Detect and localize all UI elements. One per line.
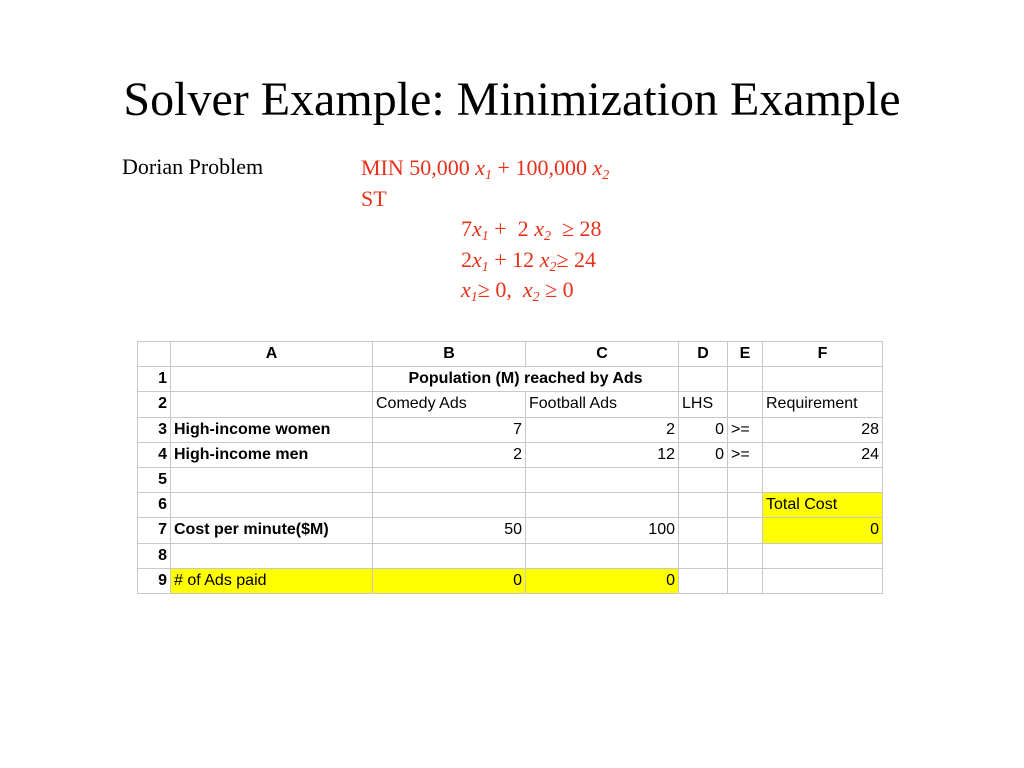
subscript: 1 xyxy=(470,290,478,305)
cell-b8[interactable] xyxy=(373,543,526,568)
slide-title: Solver Example: Minimization Example xyxy=(123,73,901,126)
row-header[interactable]: 9 xyxy=(138,568,171,593)
constraint-1 xyxy=(361,214,609,245)
constraint-mid: ≥ 0, xyxy=(477,277,523,302)
cell-d9[interactable] xyxy=(679,568,728,593)
cell-d5[interactable] xyxy=(679,467,728,492)
cell-b2[interactable]: Comedy Ads xyxy=(373,392,526,417)
table-row xyxy=(138,467,883,492)
st-line: ST xyxy=(361,185,387,211)
subscript: 1 xyxy=(481,259,489,275)
cell-d3[interactable]: 0 xyxy=(679,417,728,442)
cell-b6[interactable] xyxy=(373,493,526,518)
cell-c7[interactable]: 100 xyxy=(526,518,679,543)
cell-e7[interactable] xyxy=(728,518,763,543)
row-header[interactable]: 6 xyxy=(138,493,171,518)
cell-d2[interactable]: LHS xyxy=(679,392,728,417)
row-header[interactable]: 3 xyxy=(138,417,171,442)
constraint-mid: + 12 xyxy=(488,246,540,272)
var-x: x xyxy=(539,246,550,272)
col-header-d[interactable]: D xyxy=(679,342,728,367)
cell-f3[interactable]: 28 xyxy=(763,417,883,442)
subscript: 2 xyxy=(543,229,551,244)
cell-e2[interactable] xyxy=(728,392,763,417)
subscript: 2 xyxy=(549,259,557,275)
table-row xyxy=(138,417,883,442)
var-x: x xyxy=(461,277,471,302)
lp-formulation xyxy=(361,153,609,306)
col-header-b[interactable]: B xyxy=(373,342,526,367)
constraint-nonneg xyxy=(361,275,609,306)
cell-b1-merged[interactable]: Population (M) reached by Ads xyxy=(373,367,679,392)
col-header-a[interactable]: A xyxy=(171,342,373,367)
cell-d4[interactable]: 0 xyxy=(679,442,728,467)
constraint-rhs: ≥ 28 xyxy=(550,216,602,241)
row-header[interactable]: 2 xyxy=(138,392,171,417)
corner-cell[interactable] xyxy=(138,342,171,367)
constraint-rhs: ≥ 24 xyxy=(556,246,597,272)
row-header[interactable]: 7 xyxy=(138,518,171,543)
objective-line xyxy=(361,153,609,184)
var-x: x xyxy=(472,246,482,272)
row-header[interactable]: 1 xyxy=(138,367,171,392)
cell-a2[interactable] xyxy=(171,392,373,417)
cell-d7[interactable] xyxy=(679,518,728,543)
table-row xyxy=(138,493,883,518)
coef: 7 xyxy=(461,216,472,241)
cell-e9[interactable] xyxy=(728,568,763,593)
cell-b5[interactable] xyxy=(373,467,526,492)
cell-a8[interactable] xyxy=(171,543,373,568)
cell-e6[interactable] xyxy=(728,493,763,518)
cell-e8[interactable] xyxy=(728,543,763,568)
cell-f5[interactable] xyxy=(763,467,883,492)
cell-f9[interactable] xyxy=(763,568,883,593)
constraint-rhs: ≥ 0 xyxy=(539,277,574,302)
var-x: x xyxy=(522,277,533,302)
cell-a3[interactable]: High-income women xyxy=(171,417,373,442)
cell-c5[interactable] xyxy=(526,467,679,492)
cell-a9[interactable]: # of Ads paid xyxy=(171,568,373,593)
column-header-row xyxy=(138,342,883,367)
coef: 2 xyxy=(461,246,472,272)
cell-c2[interactable]: Football Ads xyxy=(526,392,679,417)
objective-prefix: MIN 50,000 xyxy=(361,155,476,180)
var-x: x xyxy=(534,216,544,241)
table-row xyxy=(138,568,883,593)
cell-a4[interactable]: High-income men xyxy=(171,442,373,467)
cell-f8[interactable] xyxy=(763,543,883,568)
table-row xyxy=(138,518,883,543)
col-header-c[interactable]: C xyxy=(526,342,679,367)
subscript: 1 xyxy=(485,168,493,183)
cell-c3[interactable]: 2 xyxy=(526,417,679,442)
cell-d8[interactable] xyxy=(679,543,728,568)
row-header[interactable]: 8 xyxy=(138,543,171,568)
col-header-e[interactable]: E xyxy=(728,342,763,367)
cell-d6[interactable] xyxy=(679,493,728,518)
cell-c8[interactable] xyxy=(526,543,679,568)
cell-a5[interactable] xyxy=(171,467,373,492)
cell-e4[interactable]: >= xyxy=(728,442,763,467)
table-row xyxy=(138,543,883,568)
subscript: 1 xyxy=(481,229,489,244)
cell-e1[interactable] xyxy=(728,367,763,392)
cell-b9[interactable]: 0 xyxy=(373,568,526,593)
cell-f7[interactable]: 0 xyxy=(763,518,883,543)
cell-f6[interactable]: Total Cost xyxy=(763,493,883,518)
constraint-2 xyxy=(361,245,609,276)
cell-b4[interactable]: 2 xyxy=(373,442,526,467)
table-row xyxy=(138,392,883,417)
cell-f2[interactable]: Requirement xyxy=(763,392,883,417)
table-row xyxy=(138,367,883,392)
objective-mid: + 100,000 xyxy=(492,155,593,180)
constraint-mid: + 2 xyxy=(488,216,535,241)
subscript: 2 xyxy=(602,168,610,183)
cell-f4[interactable]: 24 xyxy=(763,442,883,467)
table-row xyxy=(138,442,883,467)
cell-e3[interactable]: >= xyxy=(728,417,763,442)
cell-d1[interactable] xyxy=(679,367,728,392)
var-x: x xyxy=(472,216,482,241)
cell-b3[interactable]: 7 xyxy=(373,417,526,442)
cell-c4[interactable]: 12 xyxy=(526,442,679,467)
cell-b7[interactable]: 50 xyxy=(373,518,526,543)
col-header-f[interactable]: F xyxy=(763,342,883,367)
spreadsheet xyxy=(137,341,883,594)
cell-a6[interactable] xyxy=(171,493,373,518)
cell-a1[interactable] xyxy=(171,367,373,392)
var-x: x xyxy=(592,155,603,180)
row-header[interactable]: 4 xyxy=(138,442,171,467)
cell-c9[interactable]: 0 xyxy=(526,568,679,593)
cell-c6[interactable] xyxy=(526,493,679,518)
subscript: 2 xyxy=(532,290,540,305)
row-header[interactable]: 5 xyxy=(138,467,171,492)
cell-a7[interactable]: Cost per minute($M) xyxy=(171,518,373,543)
problem-label: Dorian Problem xyxy=(122,154,264,179)
cell-e5[interactable] xyxy=(728,467,763,492)
var-x: x xyxy=(475,155,486,180)
cell-f1[interactable] xyxy=(763,367,883,392)
